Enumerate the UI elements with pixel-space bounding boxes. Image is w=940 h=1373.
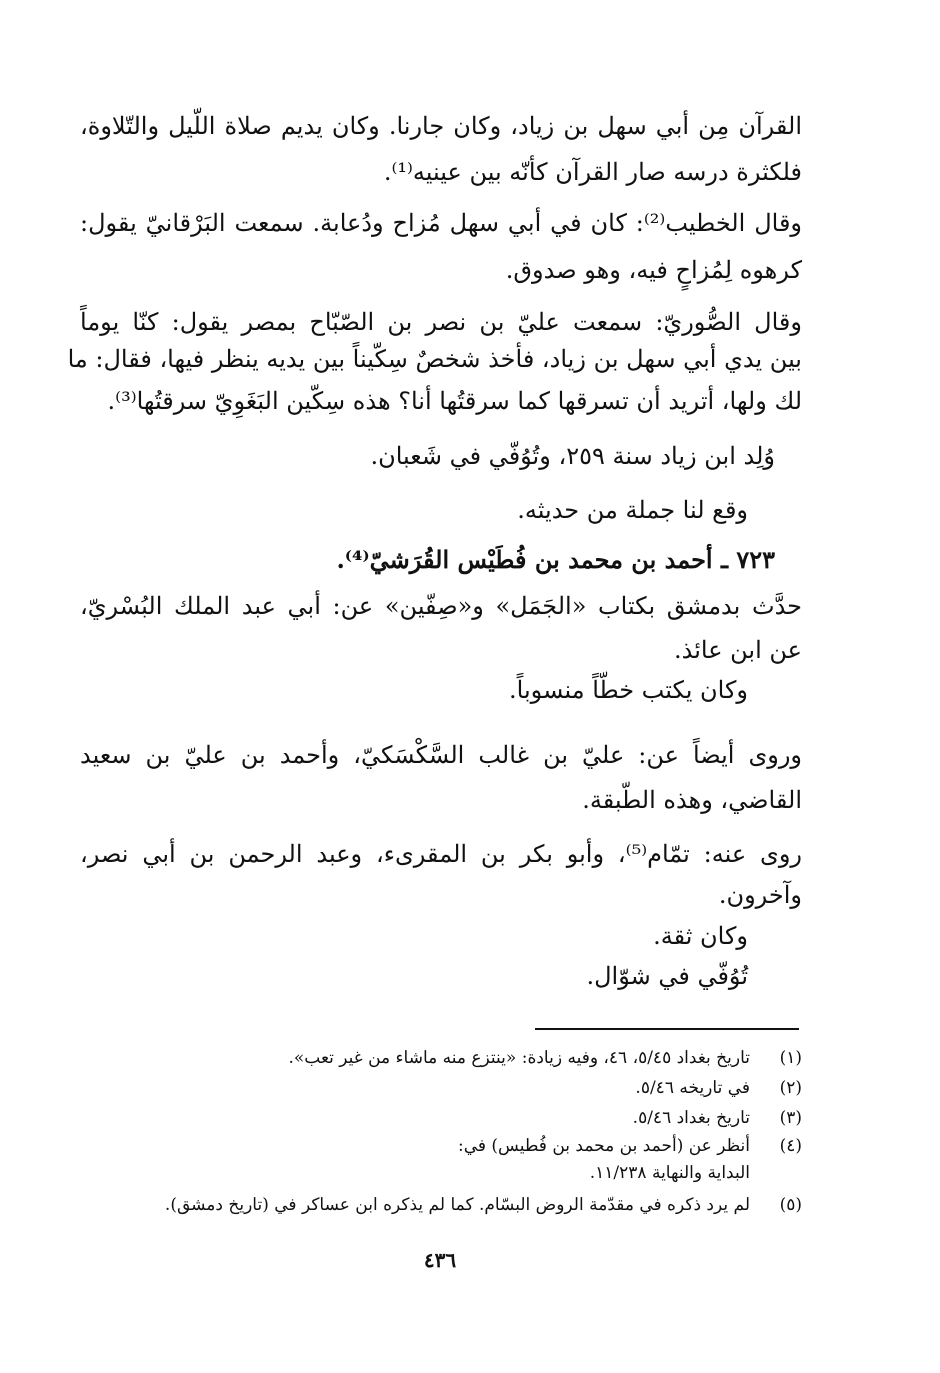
body-line: تُوُفّي في شوّال. <box>586 962 748 990</box>
footnote-number: (٤) <box>779 1136 802 1156</box>
body-line: بين يدي أبي سهل بن زياد، فأخذ شخصٌ سِكّيناً بين يديه ينظر فيها، فقال: ما <box>67 345 802 373</box>
footnote <box>458 1133 802 1159</box>
body-line: روى عنه: تمّام⁽⁵⁾، وأبو بكر بن المقرىء، وعبد الرحمن بن أبي نصر، <box>80 840 802 868</box>
footnote-number: (٣) <box>779 1108 802 1128</box>
body-line: وقال الخطيب⁽²⁾: كان في أبي سهل مُزاح ودُعابة. سمعت البَرْقانيّ يقول: <box>80 209 802 237</box>
footnote-number: (٥) <box>779 1195 802 1215</box>
footnote-text: تاريخ بغداد ٥/٤٥، ٤٦، وفيه زيادة: «ينتزع منه ماشاء من غير تعب». <box>288 1048 750 1068</box>
footnote-text: أنظر عن (أحمد بن محمد بن فُطيس) في: <box>457 1136 750 1156</box>
body-line: حدَّث بدمشق بكتاب «الجَمَل» و«صِفّين» عن: أبي عبد الملك البُسْريّ، <box>80 592 803 620</box>
body-line: وكان ثقة. <box>653 922 748 950</box>
body-line: وكان يكتب خطّاً منسوباً. <box>509 676 748 704</box>
footnote-text: في تاريخه ٥/٤٦. <box>635 1078 750 1098</box>
body-line: عن ابن عائذ. <box>673 636 802 664</box>
footnote-number: (١) <box>779 1048 802 1068</box>
body-line: فلكثرة درسه صار القرآن كأنّه بين عينيه⁽¹⁾. <box>383 158 802 186</box>
footnote <box>165 1192 802 1218</box>
footnote-text: لم يرد ذكره في مقدّمة الروض البسّام. كما لم يذكره ابن عساكر في (تاريخ دمشق). <box>164 1195 750 1215</box>
footnote-continuation: البداية والنهاية ١١/٢٣٨. <box>589 1163 750 1183</box>
footnote <box>635 1075 802 1101</box>
body-line: لك ولها، أتريد أن تسرقها كما سرقتُها أنا؟ هذه سِكّين البَغَوِيّ سرقتُها⁽³⁾. <box>107 387 802 415</box>
body-line: وُلِد ابن زياد سنة ٢٥٩، وتُوُفّي في شَعبان. <box>370 442 775 470</box>
footnote <box>288 1045 802 1071</box>
body-line: وآخرون. <box>718 881 802 909</box>
footnote-number: (٢) <box>779 1078 802 1098</box>
body-line: وقع لنا جملة من حديثه. <box>517 496 748 524</box>
footnote-text: تاريخ بغداد ٥/٤٦. <box>632 1108 750 1128</box>
body-line: القاضي، وهذه الطّبقة. <box>582 786 802 814</box>
body-line: القرآن مِن أبي سهل بن زياد، وكان جارنا. وكان يديم صلاة اللّيل والتّلاوة، <box>80 112 802 140</box>
entry-heading: ٧٢٣ ـ أحمد بن محمد بن فُطَيْس القُرَشيّ⁽⁴⁾. <box>336 545 775 574</box>
page-number: ٤٣٦ <box>423 1248 457 1272</box>
body-line: كرهوه لِمُزاحٍ فيه، وهو صدوق. <box>505 256 802 284</box>
body-line: وروى أيضاً عن: عليّ بن غالب السَّكْسَكيّ، وأحمد بن عليّ بن سعيد <box>80 741 802 769</box>
footnote-separator <box>535 1028 799 1030</box>
footnote <box>633 1105 802 1131</box>
body-line: وقال الصُّوريّ: سمعت عليّ بن نصر بن الصّبّاح بمصر يقول: كنّا يوماً <box>80 308 802 336</box>
